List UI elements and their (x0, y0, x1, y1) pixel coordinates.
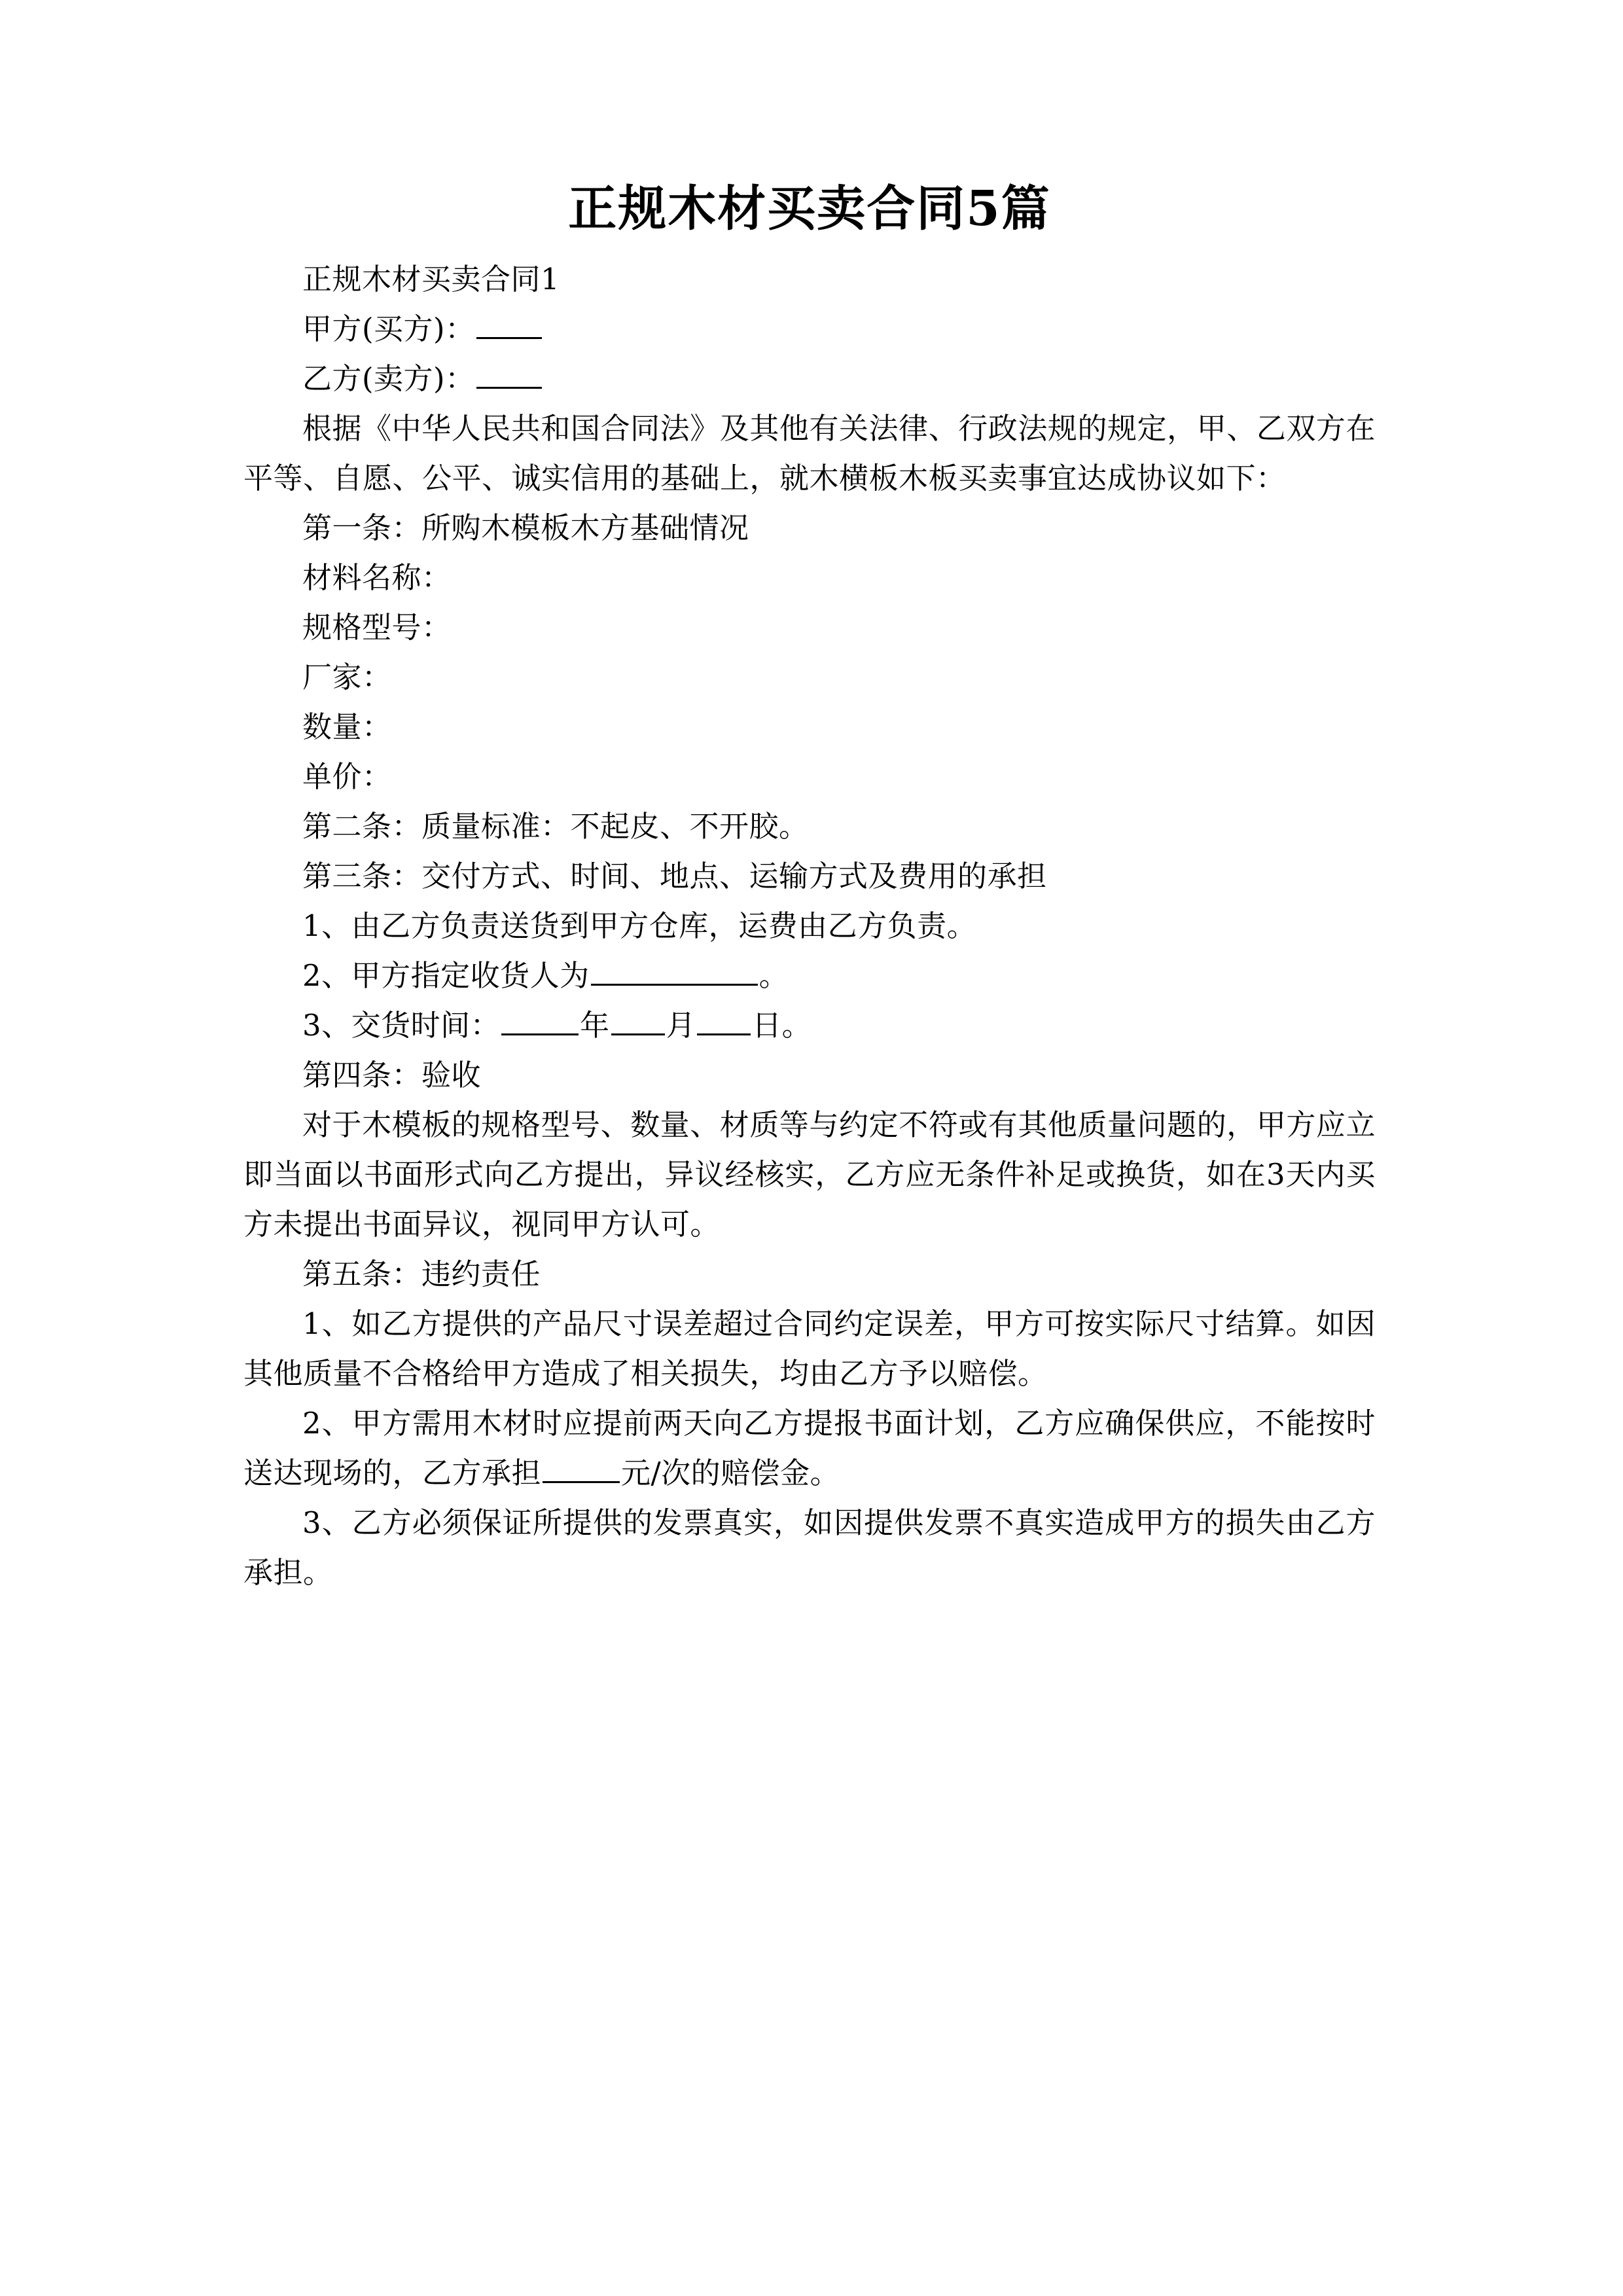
article-5-item-1: 1、如乙方提供的产品尺寸误差超过合同约定误差，甲方可按实际尺寸结算。如因其他质量不合格给甲方造成了相关损失，均由乙方予以赔偿。 (243, 1306, 1376, 1391)
party-a-blank[interactable] (476, 310, 542, 339)
field-material-name: 材料名称： (302, 560, 452, 596)
delivery-day-unit: 日。 (752, 1008, 812, 1043)
article-3-item-2-text: 2、甲方指定收货人为 (302, 958, 590, 994)
consignee-blank[interactable] (591, 957, 758, 986)
article-4-body: 对于木模板的规格型号、数量、材质等与约定不符或有其他质量问题的，甲方应立即当面以书面形式向乙方提出，异议经核实，乙方应无条件补足或换货，如在3天内买方未提出书面异议，视同甲方认可。 (243, 1107, 1376, 1242)
field-manufacturer: 厂家： (302, 660, 392, 695)
article-3-heading: 第三条：交付方式、时间、地点、运输方式及费用的承担 (302, 859, 1047, 894)
delivery-year-blank[interactable] (501, 1007, 579, 1035)
delivery-year-unit: 年 (580, 1008, 610, 1043)
party-a-line (243, 304, 1376, 354)
party-b-blank[interactable] (476, 360, 542, 389)
delivery-day-blank[interactable] (697, 1007, 751, 1035)
field-quantity: 数量： (302, 709, 392, 745)
article-3-item-3 (243, 1001, 1376, 1050)
document-subtitle: 正规木材买卖合同1 (302, 262, 560, 297)
party-b-line (243, 354, 1376, 404)
article-3-item-2-suffix: 。 (758, 958, 789, 994)
article-3-item-1: 1、由乙方负责送货到甲方仓库，运费由乙方负责。 (302, 908, 977, 944)
article-5-item-3: 3、乙方必须保证所提供的发票真实，如因提供发票不真实造成甲方的损失由乙方承担。 (243, 1505, 1376, 1590)
page-title: 正规木材买卖合同5篇 (568, 181, 1051, 237)
article-5-item-2 (243, 1399, 1376, 1498)
delivery-month-blank[interactable] (611, 1007, 665, 1035)
article-5-item-2-suffix: 元/次的赔偿金。 (621, 1456, 840, 1491)
article-5-item-2-text: 2、甲方需用木材时应提前两天向乙方提报书面计划，乙方应确保供应，不能按时送达现场的，乙方承担 (243, 1406, 1376, 1491)
article-2-paragraph: 第二条：质量标准：不起皮、不开胶。 (302, 809, 809, 844)
document-content (243, 181, 1376, 1598)
preamble-paragraph: 根据《中华人民共和国合同法》及其他有关法律、行政法规的规定，甲、乙双方在平等、自愿、公平、诚实信用的基础上，就木横板木板买卖事宜达成协议如下： (243, 411, 1376, 496)
party-a-label: 甲方(买方)： (302, 312, 475, 347)
article-3-item-2 (243, 951, 1376, 1001)
delivery-date-label: 3、交货时间： (302, 1008, 501, 1043)
article-5-heading: 第五条：违约责任 (302, 1257, 541, 1292)
article-4-heading: 第四条：验收 (302, 1058, 482, 1093)
delivery-month-unit: 月 (666, 1008, 696, 1043)
article-1-heading: 第一条：所购木模板木方基础情况 (302, 511, 749, 546)
party-b-label: 乙方(卖方)： (302, 361, 475, 397)
penalty-amount-blank[interactable] (543, 1454, 620, 1483)
field-spec-model: 规格型号： (302, 610, 452, 645)
field-unit-price: 单价： (302, 759, 392, 795)
